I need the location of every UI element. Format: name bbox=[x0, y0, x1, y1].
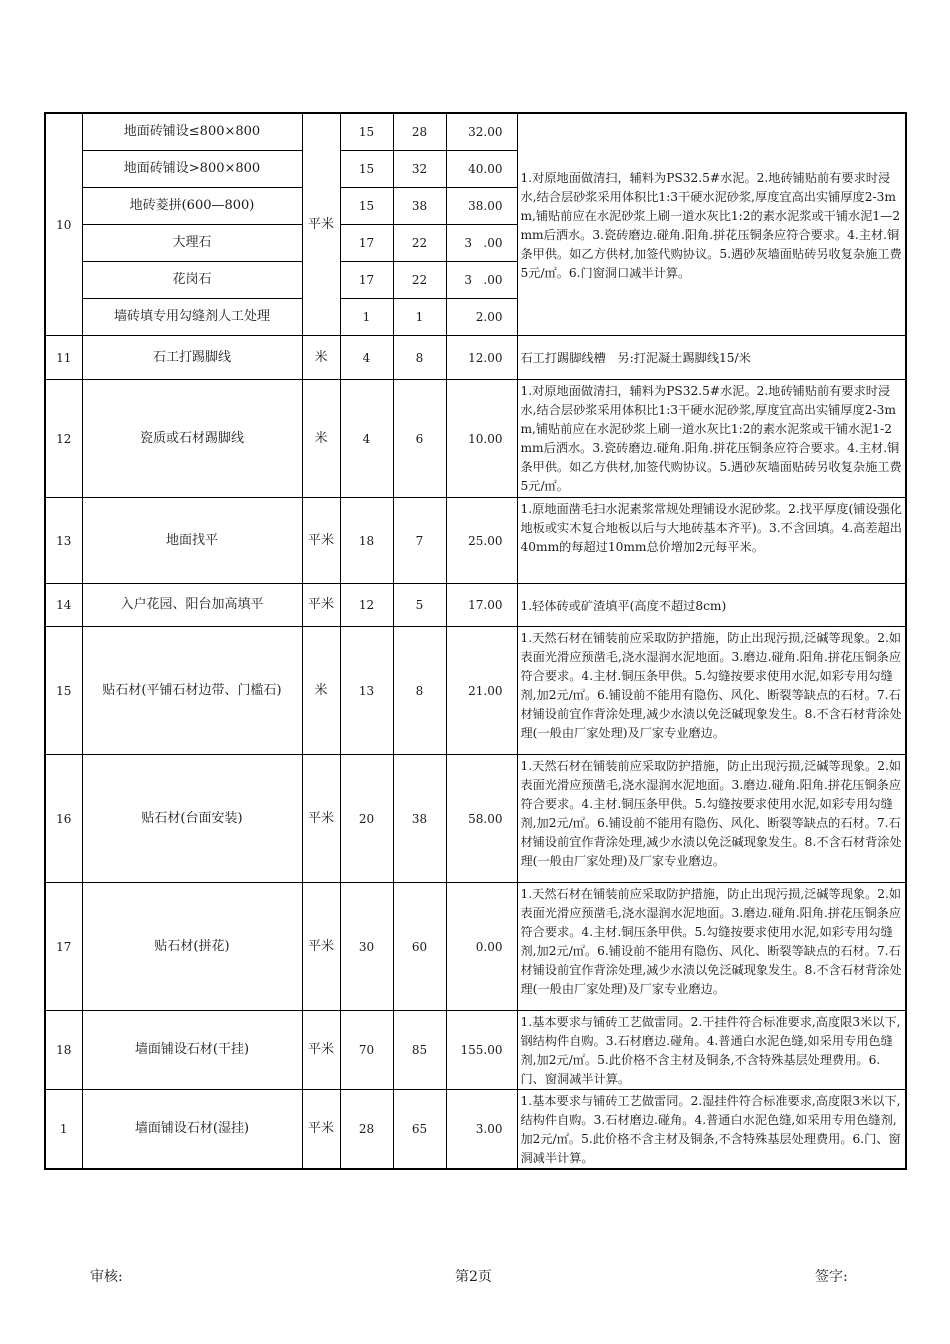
table-row bbox=[45, 627, 906, 755]
value-a: 1 bbox=[340, 299, 393, 336]
note-cell: 石工打踢脚线槽 另:打泥凝土踢脚线15/米 bbox=[517, 336, 906, 380]
note-cell: 1.原地面凿毛扫水泥素浆常规处理铺设水泥砂浆。2.找平厚度(铺设强化地板或实木复合地板以后与大地砖基本齐平)。3.不含回填。4.高差超出40mm的每超过10mm总价增加2元每平米。 bbox=[517, 498, 906, 584]
unit-cell: 平米 bbox=[302, 113, 340, 336]
row-number: 15 bbox=[45, 627, 82, 755]
review-label: 审核: bbox=[90, 1269, 123, 1285]
note-cell: 1.天然石材在铺装前应采取防护措施，防止出现污损,泛碱等现象。2.如表面光滑应预凿毛,浇水湿润水泥地面。3.磨边.碰角.阳角.拼花压铜条应符合要求。4.主材.铜压条甲供。5.勾缝按要求使用水泥,如彩专用勾缝剂,加2元/㎡。6.铺设前不能用有隐伤、风化、断裂等缺点的石材。7.石材铺设前宜作背涂处理,减少水渍以免泛碱现象发生。8.不含石材背涂处理(一般由厂家处理)及厂家专业磨边。 bbox=[517, 755, 906, 883]
value-b: 38 bbox=[393, 188, 446, 225]
total-cell: 32.00 bbox=[446, 113, 517, 151]
total-cell: 3.00 bbox=[446, 1090, 517, 1170]
item-name: 贴石材(台面安装) bbox=[82, 755, 302, 883]
total-cell: 38.00 bbox=[446, 188, 517, 225]
total-cell: 25.00 bbox=[446, 498, 517, 584]
value-b: 85 bbox=[393, 1011, 446, 1090]
value-a: 15 bbox=[340, 151, 393, 188]
value-b: 38 bbox=[393, 755, 446, 883]
row-number: 12 bbox=[45, 380, 82, 498]
total-cell: 40.00 bbox=[446, 151, 517, 188]
unit-cell: 平米 bbox=[302, 755, 340, 883]
value-b: 6 bbox=[393, 380, 446, 498]
table-row bbox=[45, 498, 906, 584]
item-name: 入户花园、阳台加高填平 bbox=[82, 584, 302, 627]
unit-cell: 平米 bbox=[302, 498, 340, 584]
value-a: 12 bbox=[340, 584, 393, 627]
row-number: 11 bbox=[45, 336, 82, 380]
table-row bbox=[45, 336, 906, 380]
signature-label: 签字: bbox=[815, 1269, 848, 1285]
item-name: 墙砖填专用勾缝剂人工处理 bbox=[82, 299, 302, 336]
table-row bbox=[45, 113, 906, 151]
table-row bbox=[45, 883, 906, 1011]
value-a: 20 bbox=[340, 755, 393, 883]
value-b: 65 bbox=[393, 1090, 446, 1170]
unit-cell: 米 bbox=[302, 336, 340, 380]
value-b: 8 bbox=[393, 336, 446, 380]
item-name: 花岗石 bbox=[82, 262, 302, 299]
total-cell: 17.00 bbox=[446, 584, 517, 627]
note-cell: 1.对原地面做清扫，辅料为PS32.5#水泥。2.地砖铺贴前有要求时浸水,结合层砂浆采用体积比1:3干硬水泥砂浆,厚度宜高出实铺厚度2-3mm,铺贴前应在水泥砂浆上刷一道水灰比1:2的素水泥浆或干铺水泥1-2mm后洒水。3.瓷砖磨边.碰角.阳角.拼花压铜条应符合要求。4.主材.铜条甲供。如乙方供材,加签代购协议。5.遇砂灰墙面贴砖另收复杂施工费5元/㎡。 bbox=[517, 380, 906, 498]
value-a: 17 bbox=[340, 262, 393, 299]
item-name: 大理石 bbox=[82, 225, 302, 262]
unit-cell: 米 bbox=[302, 380, 340, 498]
item-name: 贴石材(拼花) bbox=[82, 883, 302, 1011]
value-a: 70 bbox=[340, 1011, 393, 1090]
total-cell: 3 .00 bbox=[446, 262, 517, 299]
page-number: 第2页 bbox=[455, 1269, 492, 1285]
value-b: 32 bbox=[393, 151, 446, 188]
row-number: 18 bbox=[45, 1011, 82, 1090]
item-name: 地面找平 bbox=[82, 498, 302, 584]
item-name: 石工打踢脚线 bbox=[82, 336, 302, 380]
total-cell: 12.00 bbox=[446, 336, 517, 380]
item-name: 地面砖铺设≤800×800 bbox=[82, 113, 302, 151]
value-b: 28 bbox=[393, 113, 446, 151]
item-name: 贴石材(平铺石材边带、门槛石) bbox=[82, 627, 302, 755]
row-number: 1 bbox=[45, 1090, 82, 1170]
table-row bbox=[45, 755, 906, 883]
table-row bbox=[45, 380, 906, 498]
value-b: 8 bbox=[393, 627, 446, 755]
value-a: 4 bbox=[340, 336, 393, 380]
item-name: 瓷质或石材踢脚线 bbox=[82, 380, 302, 498]
value-a: 15 bbox=[340, 113, 393, 151]
value-b: 1 bbox=[393, 299, 446, 336]
note-cell: 1.天然石材在铺装前应采取防护措施，防止出现污损,泛碱等现象。2.如表面光滑应预凿毛,浇水湿润水泥地面。3.磨边.碰角.阳角.拼花压铜条应符合要求。4.主材.铜压条甲供。5.勾缝按要求使用水泥,如彩专用勾缝剂,加2元/㎡。6.铺设前不能用有隐伤、风化、断裂等缺点的石材。7.石材铺设前宜作背涂处理,减少水渍以免泛碱现象发生。8.不含石材背涂处理(一般由厂家处理)及厂家专业磨边。 bbox=[517, 627, 906, 755]
note-cell: 1.轻体砖或矿渣填平(高度不超过8cm) bbox=[517, 584, 906, 627]
unit-cell: 米 bbox=[302, 627, 340, 755]
table-row bbox=[45, 1011, 906, 1090]
row-number: 14 bbox=[45, 584, 82, 627]
note-cell: 1.基本要求与铺砖工艺做雷同。2.湿挂件符合标准要求,高度限3米以下,结构件自购。3.石材磨边.碰角。4.普通白水泥色缝,如采用专用色缝剂,加2元/㎡。5.此价格不含主材及铜条,不含特殊基层处理费用。6.门、窗洞减半计算。 bbox=[517, 1090, 906, 1170]
note-cell: 1.基本要求与铺砖工艺做雷同。2.干挂件符合标准要求,高度限3米以下,钢结构件自购。3.石材磨边.碰角。4.普通白水泥色缝,如采用专用色缝剂,加2元/㎡。5.此价格不含主材及铜条,不含特殊基层处理费用。6.门、窗洞减半计算。 bbox=[517, 1011, 906, 1090]
total-cell: 21.00 bbox=[446, 627, 517, 755]
value-a: 4 bbox=[340, 380, 393, 498]
row-number: 10 bbox=[45, 113, 82, 336]
value-a: 15 bbox=[340, 188, 393, 225]
total-cell: 3 .00 bbox=[446, 225, 517, 262]
value-b: 7 bbox=[393, 498, 446, 584]
value-b: 5 bbox=[393, 584, 446, 627]
price-table bbox=[44, 112, 907, 1170]
total-cell: 10.00 bbox=[446, 380, 517, 498]
item-name: 地砖菱拼(600—800) bbox=[82, 188, 302, 225]
row-number: 16 bbox=[45, 755, 82, 883]
note-cell: 1.对原地面做清扫，辅料为PS32.5#水泥。2.地砖铺贴前有要求时浸水,结合层砂浆采用体积比1:3干硬水泥砂浆,厚度宜高出实铺厚度2-3mm,铺贴前应在水泥砂浆上刷一道水灰比1:2的素水泥浆或干铺水泥1—2mm后洒水。3.瓷砖磨边.碰角.阳角.拼花压铜条应符合要求。4.主材.铜条甲供。如乙方供材,加签代购协议。5.遇砂灰墙面贴砖另收复杂施工费5元/㎡。6.门窗洞口减半计算。 bbox=[517, 113, 906, 336]
value-a: 28 bbox=[340, 1090, 393, 1170]
unit-cell: 平米 bbox=[302, 883, 340, 1011]
total-cell: 155.00 bbox=[446, 1011, 517, 1090]
value-b: 22 bbox=[393, 225, 446, 262]
note-cell: 1.天然石材在铺装前应采取防护措施，防止出现污损,泛碱等现象。2.如表面光滑应预凿毛,浇水湿润水泥地面。3.磨边.碰角.阳角.拼花压铜条应符合要求。4.主材.铜压条甲供。5.勾缝按要求使用水泥,如彩专用勾缝剂,加2元/㎡。6.铺设前不能用有隐伤、风化、断裂等缺点的石材。7.石材铺设前宜作背涂处理,减少水渍以免泛碱现象发生。8.不含石材背涂处理(一般由厂家处理)及厂家专业磨边。 bbox=[517, 883, 906, 1011]
value-b: 60 bbox=[393, 883, 446, 1011]
total-cell: 58.00 bbox=[446, 755, 517, 883]
row-number: 13 bbox=[45, 498, 82, 584]
value-a: 17 bbox=[340, 225, 393, 262]
table-row bbox=[45, 1090, 906, 1170]
total-cell: 2.00 bbox=[446, 299, 517, 336]
total-cell: 0.00 bbox=[446, 883, 517, 1011]
value-b: 22 bbox=[393, 262, 446, 299]
row-number: 17 bbox=[45, 883, 82, 1011]
table-row bbox=[45, 584, 906, 627]
value-a: 18 bbox=[340, 498, 393, 584]
value-a: 30 bbox=[340, 883, 393, 1011]
unit-cell: 平米 bbox=[302, 1090, 340, 1170]
value-a: 13 bbox=[340, 627, 393, 755]
item-name: 地面砖铺设>800×800 bbox=[82, 151, 302, 188]
unit-cell: 平米 bbox=[302, 584, 340, 627]
item-name: 墙面铺设石材(干挂) bbox=[82, 1011, 302, 1090]
item-name: 墙面铺设石材(湿挂) bbox=[82, 1090, 302, 1170]
unit-cell: 平米 bbox=[302, 1011, 340, 1090]
